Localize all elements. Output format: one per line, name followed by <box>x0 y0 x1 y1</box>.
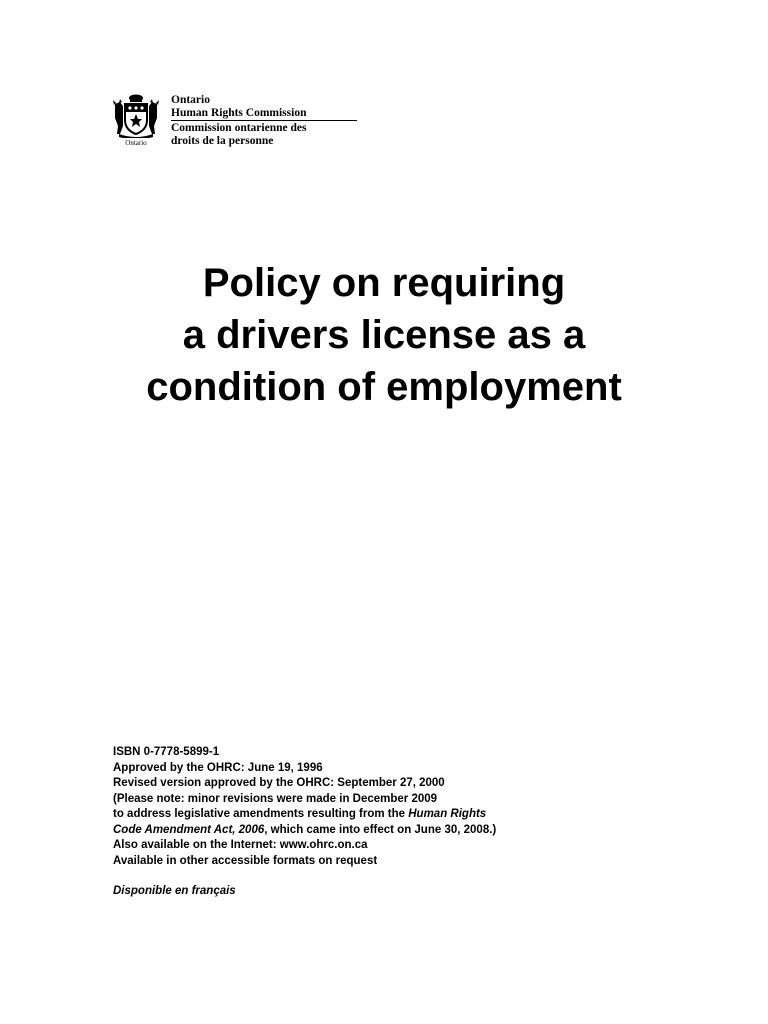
org-name-ontario: Ontario <box>171 94 210 106</box>
act-title-part-2: Code Amendment Act, 2006 <box>113 823 265 836</box>
organization-names <box>171 94 357 147</box>
title-line-3: condition of employment <box>146 365 622 409</box>
ohrc-letterhead <box>110 92 357 150</box>
revision-note-text: to address legislative amendments resulting from the <box>113 808 409 820</box>
approved-date: Approved by the OHRC: June 19, 1996 <box>113 761 323 774</box>
french-availability <box>113 884 496 900</box>
revised-date: Revised version approved by the OHRC: September 27, 2000 <box>113 777 445 789</box>
org-name-french-line-2: droits de la personne <box>171 134 274 147</box>
revision-note-line-2 <box>113 807 496 823</box>
org-name-divider <box>171 120 357 121</box>
org-name-english: Human Rights Commission <box>171 106 307 119</box>
internet-availability: Also available on the Internet: www.ohrc.on.ca <box>113 839 368 851</box>
isbn: ISBN 0-7778-5899-1 <box>113 746 220 758</box>
org-name-french-line-1: Commission ontarienne des <box>171 122 307 134</box>
title-line-1: Policy on requiring <box>202 261 566 305</box>
publication-info <box>113 745 496 900</box>
french-availability-text: Disponible en français <box>113 885 236 897</box>
title-line-2: a drivers license as a <box>182 313 586 357</box>
revision-note-effective: , which came into effect on June 30, 2008.) <box>264 823 497 836</box>
coat-of-arms-icon <box>111 92 161 138</box>
spacer <box>113 869 496 884</box>
ontario-coat-of-arms <box>110 92 162 150</box>
revision-note-line-3 <box>113 823 496 839</box>
document-title <box>0 257 768 413</box>
accessible-formats: Available in other accessible formats on request <box>113 854 378 867</box>
act-title-part-1: Human Rights <box>408 808 487 820</box>
revision-note-line-1: (Please note: minor revisions were made in December 2009 <box>113 792 438 805</box>
crest-caption: Ontario <box>125 139 147 147</box>
